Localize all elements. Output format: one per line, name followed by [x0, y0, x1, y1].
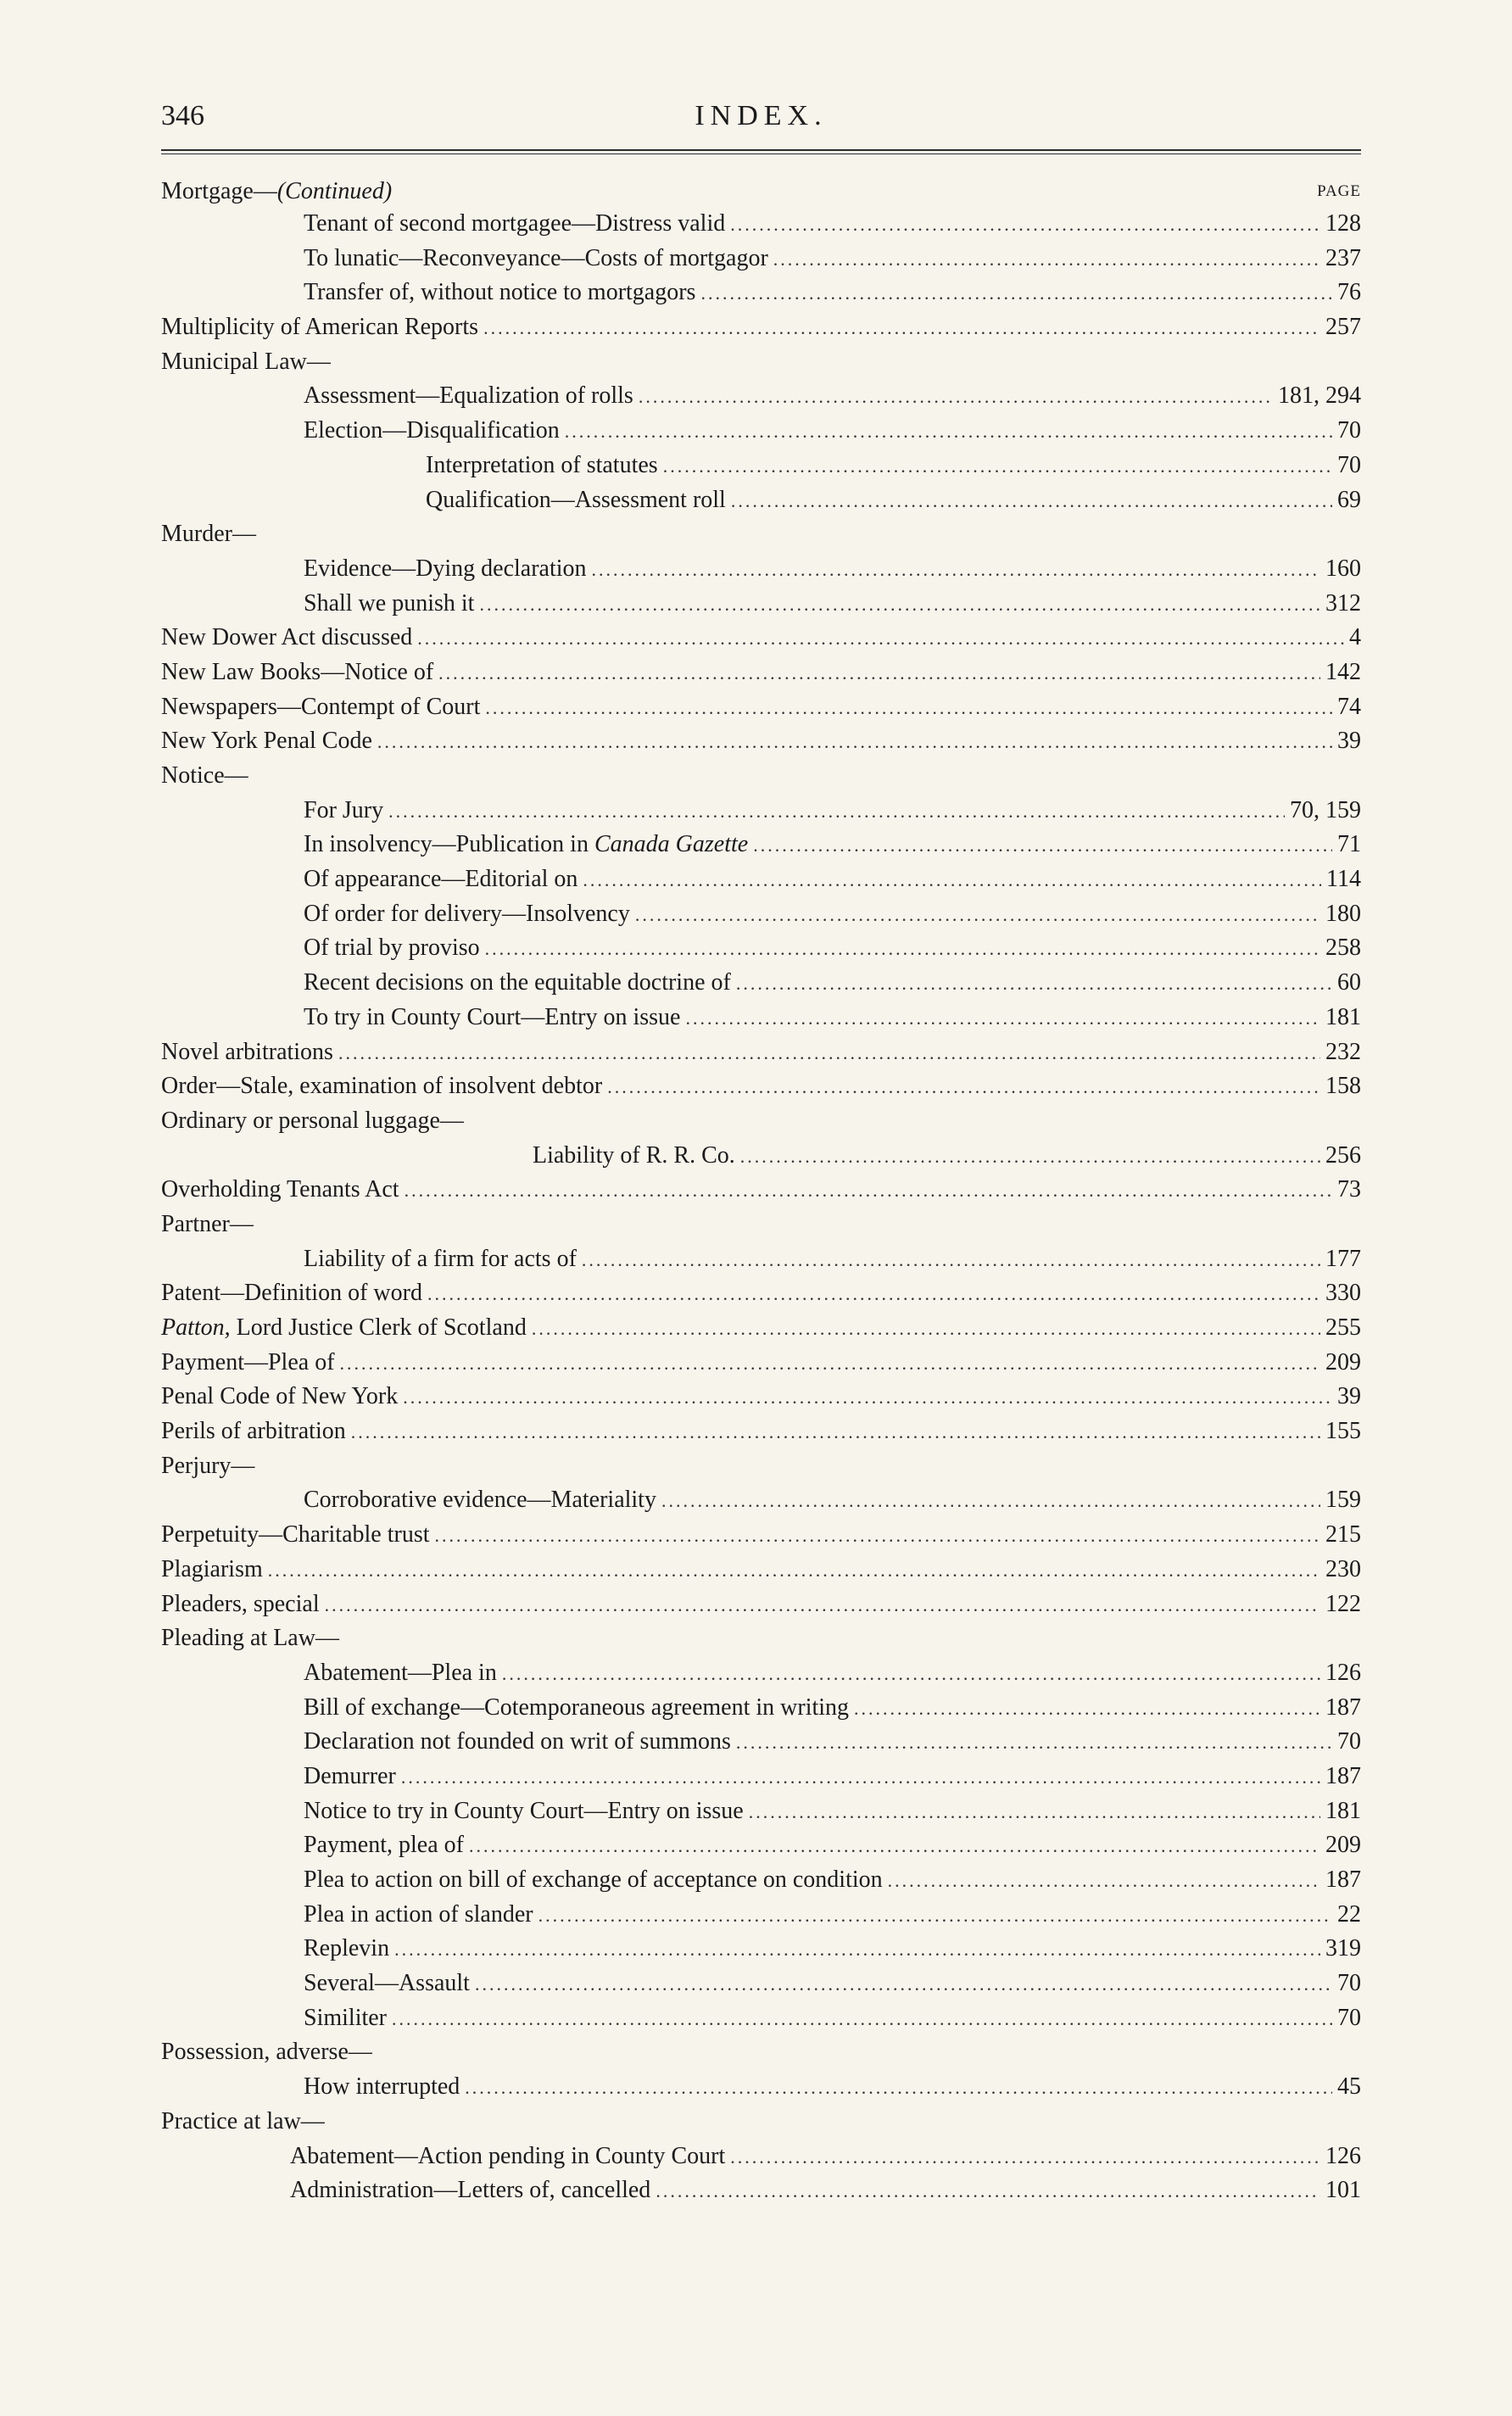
- entry-page-number: 22: [1337, 1900, 1361, 1928]
- heading-text: Practice at law—: [161, 2107, 325, 2134]
- dot-leader: [405, 1174, 1332, 1208]
- entry-text: Administration—Letters of, cancelled: [290, 2177, 651, 2204]
- dot-leader: [730, 208, 1320, 243]
- entry-page-number: 142: [1325, 658, 1361, 685]
- heading-text: Mortgage—: [161, 178, 277, 204]
- entry-text: Pleaders, special: [161, 1590, 320, 1617]
- entry-text: How interrupted: [304, 2073, 460, 2101]
- entry-text: Transfer of, without notice to mortgagors: [304, 279, 696, 306]
- dot-leader: [438, 656, 1320, 691]
- dot-leader: [435, 1519, 1321, 1554]
- dot-leader: [483, 311, 1320, 346]
- dot-leader: [635, 898, 1320, 933]
- dot-leader: [565, 415, 1332, 449]
- entry-page-number: 180: [1325, 900, 1361, 927]
- entry-page-number: 181, 294: [1278, 382, 1361, 410]
- dot-leader: [888, 1864, 1320, 1899]
- index-heading: [161, 1621, 1361, 1656]
- index-entry: [161, 621, 1361, 656]
- entry-text: Demurrer: [304, 1762, 396, 1789]
- entry-page-number: 45: [1337, 2073, 1361, 2101]
- dot-leader: [730, 2140, 1320, 2175]
- dot-leader: [502, 1657, 1320, 1692]
- index-entry: [161, 1967, 1361, 2001]
- index-entry: [161, 1691, 1361, 1726]
- entry-text: Corroborative evidence—Materiality: [304, 1487, 656, 1514]
- entry-page-number: 70: [1337, 2004, 1361, 2031]
- entry-text: Patton, Lord Justice Clerk of Scotland: [161, 1314, 527, 1341]
- entry-page-number: 330: [1325, 1280, 1361, 1307]
- entry-text: Order—Stale, examination of insolvent debtor: [161, 1073, 603, 1100]
- dot-leader: [351, 1415, 1320, 1450]
- entry-text: Of appearance—Editorial on: [304, 866, 578, 893]
- entry-page-number: 70: [1337, 451, 1361, 478]
- entry-text: Patent—Definition of word: [161, 1280, 422, 1307]
- entry-text: Evidence—Dying declaration: [304, 555, 587, 582]
- page-number: 346: [161, 100, 204, 131]
- entry-page-number: 70, 159: [1290, 796, 1361, 823]
- entry-page-number: 159: [1325, 1487, 1361, 1514]
- entry-page-number: 155: [1325, 1418, 1361, 1445]
- entry-text: Abatement—Plea in: [304, 1659, 497, 1686]
- entry-page-number: 181: [1325, 1797, 1361, 1824]
- dot-leader: [592, 553, 1320, 588]
- dot-leader: [663, 449, 1332, 484]
- entry-text: Liability of a firm for acts of: [304, 1245, 577, 1272]
- entry-text: To try in County Court—Entry on issue: [304, 1003, 681, 1030]
- index-entry: [161, 897, 1361, 932]
- entry-page-number: 73: [1337, 1176, 1361, 1203]
- heading-text: Notice—: [161, 762, 248, 789]
- index-entry: [161, 552, 1361, 587]
- entry-text: Of trial by proviso: [304, 935, 480, 962]
- dot-leader: [639, 380, 1273, 415]
- entry-text: Interpretation of statutes: [426, 451, 658, 478]
- dot-leader: [401, 1760, 1320, 1795]
- index-entry: [161, 1035, 1361, 1070]
- entry-page-number: 232: [1325, 1038, 1361, 1065]
- dot-leader: [338, 1036, 1320, 1071]
- entry-text: To lunatic—Reconveyance—Costs of mortgagor: [304, 244, 768, 271]
- entry-page-number: 255: [1325, 1314, 1361, 1341]
- index-entry: [161, 1001, 1361, 1035]
- dot-leader: [465, 2071, 1332, 2106]
- entry-page-number: 237: [1325, 244, 1361, 271]
- index-entry: [161, 414, 1361, 449]
- dot-leader: [394, 1933, 1320, 1967]
- index-entry: [161, 483, 1361, 518]
- index-heading: [161, 759, 1361, 794]
- index-heading: [161, 1449, 1361, 1484]
- dot-leader: [538, 1899, 1332, 1933]
- entry-page-number: 230: [1325, 1555, 1361, 1582]
- index-entry: [161, 1828, 1361, 1863]
- entry-page-number: 158: [1325, 1073, 1361, 1100]
- entry-page-number: 177: [1325, 1245, 1361, 1272]
- entry-text: New Dower Act discussed: [161, 624, 413, 651]
- dot-leader: [607, 1070, 1320, 1105]
- index-entry: [161, 1932, 1361, 1967]
- dot-leader: [854, 1692, 1320, 1727]
- index-entry: [161, 242, 1361, 276]
- index-heading: [161, 2105, 1361, 2140]
- entry-text: Overholding Tenants Act: [161, 1176, 399, 1203]
- index-entry: [161, 276, 1361, 310]
- entry-page-number: 101: [1325, 2177, 1361, 2204]
- entry-page-number: 114: [1326, 866, 1361, 893]
- index-heading: [161, 1104, 1361, 1139]
- index-entry: [161, 1276, 1361, 1311]
- index-entry: [161, 1863, 1361, 1898]
- page-column-label: PAGE: [1317, 182, 1361, 200]
- index-entry: [161, 1173, 1361, 1208]
- index-entry: [161, 1760, 1361, 1794]
- entry-text: Shall we punish it: [304, 589, 475, 617]
- dot-leader: [475, 1967, 1332, 2002]
- entry-text: Notice to try in County Court—Entry on issue: [304, 1797, 744, 1824]
- entry-page-number: 71: [1337, 831, 1361, 858]
- index-entry: [161, 966, 1361, 1001]
- entry-page-number: 69: [1337, 486, 1361, 513]
- entry-text: Similiter: [304, 2004, 387, 2031]
- entry-page-number: 70: [1337, 417, 1361, 444]
- entry-text: Perils of arbitration: [161, 1418, 346, 1445]
- dot-leader: [656, 2174, 1320, 2209]
- dot-leader: [403, 1381, 1332, 1415]
- entry-page-number: 70: [1337, 1728, 1361, 1755]
- index-entry: [161, 1587, 1361, 1622]
- dot-leader: [736, 1726, 1332, 1760]
- entry-text: Declaration not founded on writ of summons: [304, 1728, 731, 1755]
- index-entry: [161, 1069, 1361, 1104]
- index-entry: [161, 794, 1361, 829]
- index-entry: [161, 2173, 1361, 2208]
- index-entry: [161, 2070, 1361, 2105]
- index-entry: [161, 828, 1361, 862]
- dot-leader: [736, 967, 1332, 1002]
- index-entry: [161, 1242, 1361, 1277]
- entry-page-number: 128: [1325, 210, 1361, 237]
- index-entry: [161, 207, 1361, 242]
- dot-leader: [469, 1829, 1320, 1864]
- dot-leader: [661, 1484, 1320, 1519]
- entry-text: Recent decisions on the equitable doctrine of: [304, 969, 731, 996]
- heading-text: Pleading at Law—: [161, 1625, 339, 1652]
- entry-text: Abatement—Action pending in County Court: [290, 2142, 726, 2169]
- index-entry: [161, 1311, 1361, 1346]
- entry-page-number: 60: [1337, 969, 1361, 996]
- entry-text: New Law Books—Notice of: [161, 658, 434, 685]
- entry-page-number: 256: [1325, 1141, 1361, 1169]
- index-entry: [161, 724, 1361, 759]
- dot-leader: [377, 725, 1332, 760]
- entry-text: Newspapers—Contempt of Court: [161, 693, 481, 720]
- index-entry: [161, 690, 1361, 725]
- entry-page-number: 181: [1325, 1003, 1361, 1030]
- entry-text: Qualification—Assessment roll: [426, 486, 726, 513]
- entry-page-number: 187: [1325, 1693, 1361, 1721]
- entry-page-number: 319: [1325, 1935, 1361, 1962]
- index-entry: [161, 449, 1361, 483]
- heading-text: Partner—: [161, 1210, 254, 1237]
- heading-text: Murder—: [161, 521, 256, 548]
- dot-leader: [685, 1002, 1320, 1036]
- entry-italic: Patton,: [161, 1314, 231, 1341]
- heading-continued: (Continued): [276, 178, 393, 204]
- entry-text: Several—Assault: [304, 1970, 470, 1997]
- entry-page-number: 4: [1349, 624, 1361, 651]
- dot-leader: [417, 622, 1344, 656]
- dot-leader: [753, 829, 1332, 863]
- index-entry: [161, 1898, 1361, 1933]
- index-entry: [161, 1725, 1361, 1760]
- index-entry: [161, 1656, 1361, 1691]
- dot-leader: [740, 1140, 1320, 1175]
- entry-page-number: 39: [1337, 1383, 1361, 1410]
- entry-text: Plea to action on bill of exchange of acceptance on condition: [304, 1866, 883, 1893]
- index-entry: [161, 310, 1361, 345]
- dot-leader: [479, 588, 1320, 622]
- dot-leader: [268, 1554, 1320, 1588]
- dot-leader: [485, 932, 1320, 967]
- dot-leader: [485, 691, 1332, 726]
- entry-text: Plea in action of slander: [304, 1900, 533, 1928]
- entry-page-number: 76: [1337, 279, 1361, 306]
- entry-text: In insolvency—Publication in Canada Gazette: [304, 831, 749, 858]
- entry-text: Tenant of second mortgagee—Distress valid: [304, 210, 726, 237]
- running-title: INDEX.: [695, 100, 828, 131]
- dot-leader: [583, 863, 1321, 898]
- index-heading: [161, 517, 1361, 552]
- dot-leader: [340, 1347, 1320, 1381]
- index-entries: [161, 176, 1361, 2208]
- entry-page-number: 39: [1337, 728, 1361, 755]
- index-entry: [161, 656, 1361, 690]
- heading-text: Perjury—: [161, 1452, 255, 1479]
- entry-page-number: 187: [1325, 1762, 1361, 1789]
- entry-text: Penal Code of New York: [161, 1383, 399, 1410]
- index-heading-mortgage: [161, 176, 1361, 207]
- index-entry: [161, 1139, 1361, 1174]
- index-entry: [161, 1794, 1361, 1829]
- dot-leader: [749, 1795, 1320, 1830]
- index-entry: [161, 587, 1361, 622]
- index-entry: [161, 2001, 1361, 2036]
- entry-page-number: 70: [1337, 1970, 1361, 1997]
- dot-leader: [388, 795, 1285, 829]
- entry-text: Of order for delivery—Insolvency: [304, 900, 630, 927]
- page-header: [161, 100, 1361, 142]
- index-entry: [161, 1518, 1361, 1553]
- index-entry: [161, 1483, 1361, 1518]
- heading-text: Municipal Law—: [161, 348, 331, 375]
- index-entry: [161, 1553, 1361, 1587]
- header-rule: [161, 149, 1361, 154]
- entry-text: Assessment—Equalization of rolls: [304, 382, 633, 410]
- index-entry: [161, 1414, 1361, 1449]
- entry-page-number: 258: [1325, 935, 1361, 962]
- entry-text: For Jury: [304, 796, 384, 823]
- entry-page-number: 122: [1325, 1590, 1361, 1617]
- dot-leader: [427, 1277, 1320, 1312]
- index-entry: [161, 379, 1361, 414]
- index-entry: [161, 1380, 1361, 1414]
- entry-text: Multiplicity of American Reports: [161, 314, 479, 341]
- entry-text: Payment—Plea of: [161, 1348, 335, 1375]
- entry-italic: Canada Gazette: [594, 831, 749, 858]
- dot-leader: [773, 243, 1320, 277]
- dot-leader: [532, 1312, 1320, 1347]
- dot-leader: [731, 484, 1332, 519]
- entry-page-number: 187: [1325, 1866, 1361, 1893]
- entry-text: Election—Disqualification: [304, 417, 560, 444]
- entry-text: Plagiarism: [161, 1555, 263, 1582]
- entry-text: Payment, plea of: [304, 1832, 464, 1859]
- entry-text: Perpetuity—Charitable trust: [161, 1521, 430, 1548]
- index-entry: [161, 1346, 1361, 1381]
- entry-page-number: 312: [1325, 589, 1361, 617]
- dot-leader: [392, 2002, 1332, 2037]
- index-entry: [161, 862, 1361, 897]
- heading-text: Possession, adverse—: [161, 2039, 372, 2066]
- entry-page-number: 257: [1325, 314, 1361, 341]
- entry-page-number: 209: [1325, 1832, 1361, 1859]
- index-heading: [161, 345, 1361, 380]
- entry-page-number: 160: [1325, 555, 1361, 582]
- index-entry: [161, 2140, 1361, 2174]
- dot-leader: [325, 1588, 1320, 1623]
- entry-page-number: 215: [1325, 1521, 1361, 1548]
- index-heading: [161, 1208, 1361, 1242]
- entry-text: Replevin: [304, 1935, 390, 1962]
- dot-leader: [582, 1243, 1320, 1278]
- entry-text: New York Penal Code: [161, 728, 372, 755]
- entry-page-number: 126: [1325, 2142, 1361, 2169]
- entry-text: Novel arbitrations: [161, 1038, 333, 1065]
- entry-page-number: 74: [1337, 693, 1361, 720]
- heading-text: Ordinary or personal luggage—: [161, 1107, 464, 1134]
- entry-page-number: 126: [1325, 1659, 1361, 1686]
- index-heading: [161, 2035, 1361, 2070]
- index-entry: [161, 931, 1361, 966]
- dot-leader: [700, 276, 1332, 311]
- entry-page-number: 209: [1325, 1348, 1361, 1375]
- entry-text: Bill of exchange—Cotemporaneous agreement in writing: [304, 1693, 850, 1721]
- entry-text: Liability of R. R. Co.: [533, 1141, 735, 1169]
